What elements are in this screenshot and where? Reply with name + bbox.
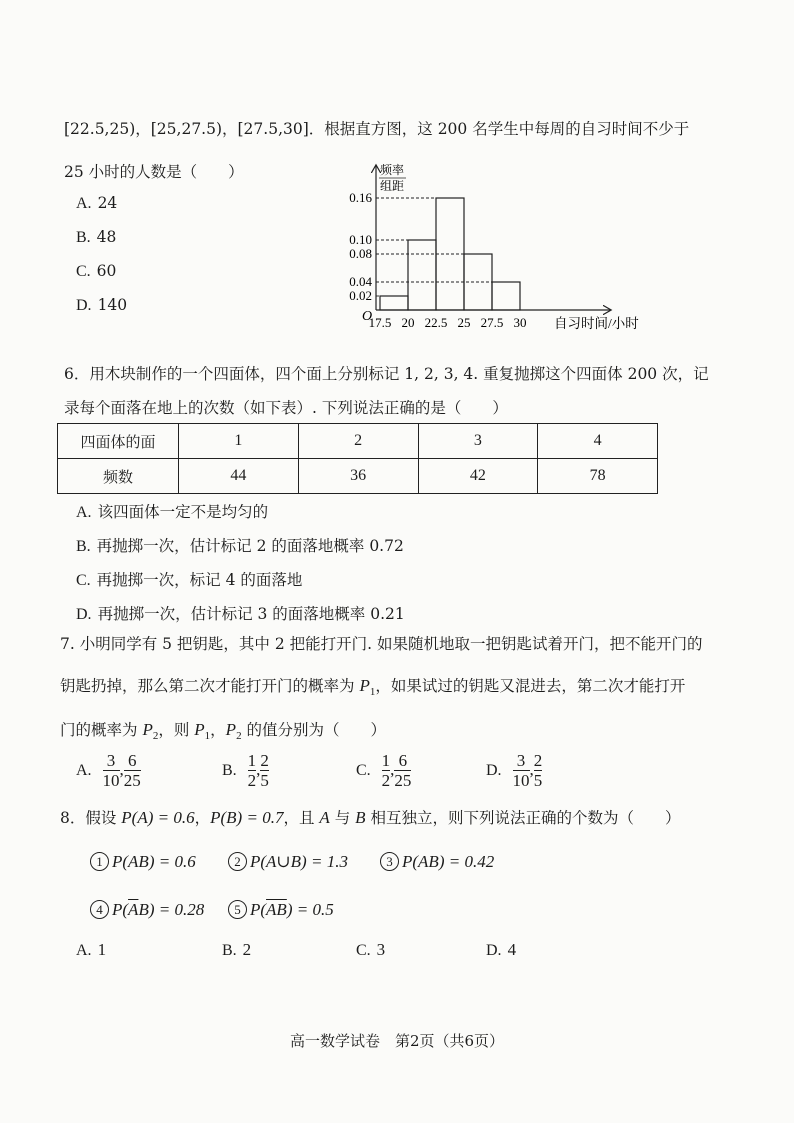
table-row — [58, 459, 658, 494]
q7-option-a: A. $\frac{3}{10}$ , $\frac{6}{25}$ — [76, 751, 141, 790]
option-text: 3 — [376, 940, 386, 959]
fraction: $\frac{1}{2}$ — [381, 751, 391, 790]
fraction: $\frac{6}{25}$ — [394, 751, 412, 790]
table-cell: 2 — [298, 424, 418, 459]
q7-text: ， — [210, 721, 226, 739]
option-label: D. — [486, 761, 502, 779]
option-label: C. — [356, 942, 371, 959]
option-label: C. — [76, 572, 91, 589]
q6-line1: 6．用木块制作的一个四面体，四个面上分别标记 1, 2, 3, 4. 重复抛掷这个四面体 200 次，记 — [64, 365, 709, 383]
q8-option-b — [222, 940, 251, 960]
q7-line3 — [60, 718, 386, 742]
y-tick-label: 0.16 — [349, 190, 372, 205]
p2-subscript: 2 — [152, 730, 159, 743]
option-label: B. — [76, 538, 91, 555]
fraction: $\frac{2}{5}$ — [533, 751, 543, 790]
y-tick-label: 0.02 — [349, 288, 372, 303]
p1-symbol: P — [359, 676, 370, 695]
y-tick-label: 0.08 — [349, 246, 372, 261]
y-axis-title-bottom: 组距 — [380, 179, 405, 193]
table-header-cell: 频数 — [58, 459, 179, 494]
q7-line2 — [60, 674, 685, 698]
q7-option-d: D. $\frac{3}{10}$ , $\frac{2}{5}$ — [486, 751, 543, 790]
option-label: B. — [222, 761, 237, 779]
fraction: $\frac{1}{2}$ — [247, 751, 257, 790]
q5-intervals-line: [22.5,25)，[25,27.5)，[27.5,30]．根据直方图，这 200 名学生中每周的自习时间不少于 — [64, 120, 690, 138]
q8-statement-3: 3 P(AB) = 0.42 — [380, 852, 494, 872]
option-text: 再抛掷一次，估计标记 2 的面落地概率 0.72 — [96, 537, 404, 555]
q8-option-c — [356, 940, 385, 960]
table-cell: 42 — [418, 459, 538, 494]
option-label: A. — [76, 942, 92, 959]
table-cell: 78 — [538, 459, 658, 494]
prob-a: P(A) = 0.6 — [121, 808, 195, 827]
option-label: A. — [76, 504, 92, 521]
option-label: A. — [76, 195, 92, 212]
q5-option-a — [76, 194, 117, 213]
x-tick-label: 22.5 — [424, 315, 448, 330]
q6-option-d — [76, 602, 405, 624]
table-header-cell: 四面体的面 — [58, 424, 179, 459]
option-text: 48 — [96, 228, 117, 246]
circled-number: 5 — [228, 900, 247, 919]
option-label: C. — [76, 263, 91, 280]
option-label: D. — [76, 297, 92, 314]
option-label: D. — [486, 942, 502, 959]
q8-option-d — [486, 940, 516, 960]
y-tick-label: 0.10 — [349, 232, 372, 247]
circled-number: 1 — [90, 852, 109, 871]
table-cell: 1 — [179, 424, 299, 459]
p2-subscript: 2 — [236, 730, 242, 743]
q7-text: 钥匙扔掉，那么第二次才能打开门的概率为 — [60, 677, 360, 695]
fraction: $\frac{3}{10}$ — [102, 751, 120, 790]
option-text: 4 — [507, 940, 517, 959]
q8-option-a — [76, 940, 106, 960]
x-tick-label: 27.5 — [480, 315, 504, 330]
q7-text: 门的概率为 — [60, 721, 143, 739]
y-axis-title-top: 频率 — [380, 163, 405, 177]
q8-stem: 8．假设 P(A) = 0.6，P(B) = 0.7，且 A 与 B 相互独立，则下列说法正确的个数为（ ） — [60, 808, 681, 827]
x-tick-label: 20 — [401, 315, 415, 330]
option-text: 2 — [242, 940, 252, 959]
p2-symbol: P — [142, 720, 153, 739]
page-footer: 高一数学试卷 第2页（共6页） — [289, 1032, 505, 1050]
x-tick-label: 17.5 — [368, 315, 392, 330]
q5-option-c — [76, 262, 116, 281]
x-axis-title: 自习时间/小时 — [554, 316, 639, 331]
circled-number: 4 — [90, 900, 109, 919]
table-cell: 36 — [298, 459, 418, 494]
q5-option-d — [76, 296, 127, 315]
q8-statement-5: 5 $P(\overline{AB}) = 0.5$ — [228, 900, 334, 920]
option-text: 60 — [96, 262, 117, 280]
q7-text: 的值分别为（ ） — [241, 721, 386, 739]
histogram-bar — [436, 198, 464, 310]
q6-line2: 录每个面落在地上的次数（如下表）. 下列说法正确的是（ ） — [64, 399, 508, 417]
q7-option-c: C. $\frac{1}{2}$ , $\frac{6}{25}$ — [356, 751, 412, 790]
p1-symbol: P — [194, 720, 205, 739]
table-row — [58, 424, 658, 459]
option-text: 再抛掷一次，估计标记 3 的面落地概率 0.21 — [97, 605, 405, 623]
option-label: B. — [76, 229, 91, 246]
circled-number: 3 — [380, 852, 399, 871]
q8-statement-4: 4 $P(\overline{A}B) = 0.28$ — [90, 900, 204, 920]
p1-subscript: 1 — [369, 686, 376, 699]
q6-option-b — [76, 534, 404, 556]
q7-option-b: B. $\frac{1}{2}$ , $\frac{2}{5}$ — [222, 751, 269, 790]
q8-statement-1: 1 P(AB) = 0.6 — [90, 852, 196, 872]
fraction: $\frac{2}{5}$ — [260, 751, 269, 790]
origin-label: O — [362, 309, 373, 324]
q7-text: ，则 — [158, 721, 195, 739]
option-text: 再抛掷一次，标记 4 的面落地 — [96, 571, 303, 589]
y-tick-label: 0.04 — [349, 274, 372, 289]
q8-statement-2: 2 P(A∪B) = 1.3 — [228, 852, 348, 872]
option-text: 140 — [97, 296, 128, 314]
option-text: 该四面体一定不是均匀的 — [97, 503, 269, 521]
table-cell: 44 — [179, 459, 299, 494]
x-tick-label: 30 — [513, 315, 527, 330]
table-cell: 3 — [418, 424, 538, 459]
q6-option-a — [76, 500, 268, 522]
q5-option-b — [76, 228, 116, 247]
histogram-bar — [492, 282, 520, 310]
table-cell: 4 — [538, 424, 658, 459]
fraction: $\frac{6}{25}$ — [123, 751, 141, 790]
q6-option-c — [76, 568, 302, 590]
option-label: A. — [76, 761, 92, 779]
option-label: B. — [222, 942, 237, 959]
frequency-histogram — [349, 160, 652, 340]
prob-b: P(B) = 0.7 — [210, 808, 284, 827]
p1-subscript: 1 — [204, 730, 211, 743]
circled-number: 2 — [228, 852, 247, 871]
option-text: 24 — [97, 194, 118, 212]
q7-line1: 7. 小明同学有 5 把钥匙，其中 2 把能打开门. 如果随机地取一把钥匙试着开门，把不能开门的 — [60, 635, 703, 653]
frequency-table — [57, 423, 658, 494]
histogram-bar — [380, 296, 408, 310]
option-label: C. — [356, 761, 371, 779]
histogram-bar — [408, 240, 436, 310]
q7-text: ，如果试过的钥匙又混进去，第二次才能打开 — [375, 677, 686, 695]
x-tick-label: 25 — [457, 315, 471, 330]
q5-question-line: 25 小时的人数是（ ） — [64, 163, 244, 181]
option-label: D. — [76, 606, 92, 623]
p2-symbol: P — [225, 720, 237, 739]
option-text: 1 — [97, 940, 107, 959]
fraction: $\frac{3}{10}$ — [512, 751, 530, 790]
